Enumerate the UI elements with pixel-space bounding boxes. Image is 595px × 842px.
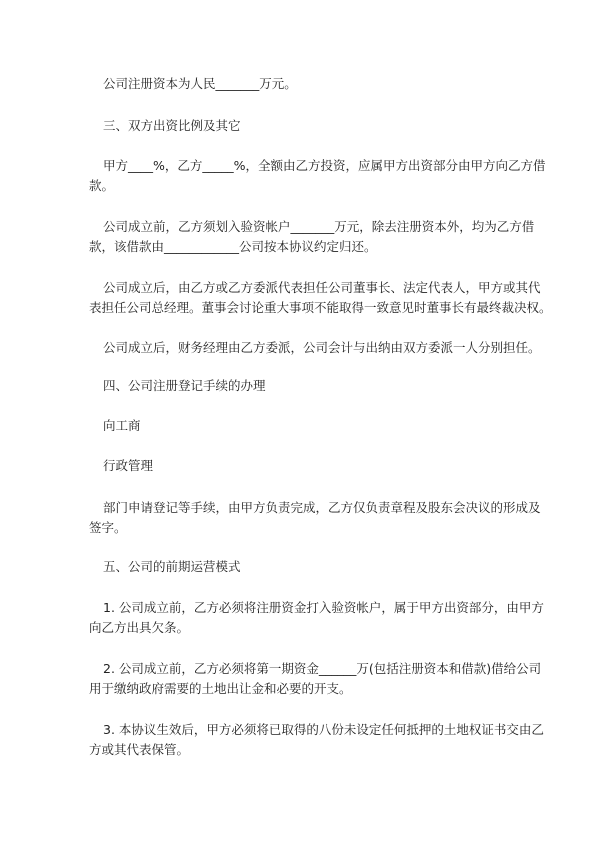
paragraph-registration-line-2: 签字。: [89, 520, 127, 535]
paragraph-verification-line-2: 款，该借款由____________公司按本协议约定归还。: [89, 239, 377, 254]
paragraph-to-commerce: 向工商: [103, 418, 141, 433]
clause-3-line-2: 方或其代表保管。: [89, 742, 190, 757]
clause-1-line-1: 1. 公司成立前，乙方必须将注册资金打入验资帐户，属于甲方出资部分，由甲方: [103, 600, 544, 615]
clause-2-line-1: 2. 公司成立前，乙方必须将第一期资金______万(包括注册资本和借款)借给公司: [103, 661, 542, 676]
paragraph-chairman-line-1: 公司成立后，由乙方或乙方委派代表担任公司董事长、法定代表人，甲方或其代: [103, 280, 541, 295]
paragraph-registered-capital: 公司注册资本为人民_______万元。: [103, 76, 297, 91]
clause-2-line-2: 用于缴纳政府需要的土地出让金和必要的开支。: [89, 681, 352, 696]
section-heading-3: 三、双方出资比例及其它: [103, 118, 241, 133]
paragraph-finance-manager: 公司成立后，财务经理由乙方委派，公司会计与出纳由双方委派一人分别担任。: [103, 340, 541, 355]
paragraph-administration: 行政管理: [103, 458, 154, 473]
paragraph-chairman-line-2: 表担任公司总经理。董事会讨论重大事项不能取得一致意见时董事长有最终裁决权。: [89, 300, 552, 315]
section-heading-5: 五、公司的前期运营模式: [103, 559, 241, 574]
clause-3-line-1: 3. 本协议生效后，甲方必须将已取得的八份未设定任何抵押的土地权证书交由乙: [103, 722, 544, 737]
clause-1-line-2: 向乙方出具欠条。: [89, 620, 190, 635]
paragraph-ratio-line-1: 甲方____%，乙方_____%，全额由乙方投资，应属甲方出资部分由甲方向乙方借: [103, 158, 546, 173]
paragraph-ratio-line-2: 款。: [89, 178, 115, 193]
section-heading-4: 四、公司注册登记手续的办理: [103, 378, 266, 393]
paragraph-verification-line-1: 公司成立前，乙方须划入验资帐户_______万元，除去注册资本外，均为乙方借: [103, 219, 535, 234]
paragraph-registration-line-1: 部门申请登记等手续，由甲方负责完成，乙方仅负责章程及股东会决议的形成及: [103, 500, 541, 515]
